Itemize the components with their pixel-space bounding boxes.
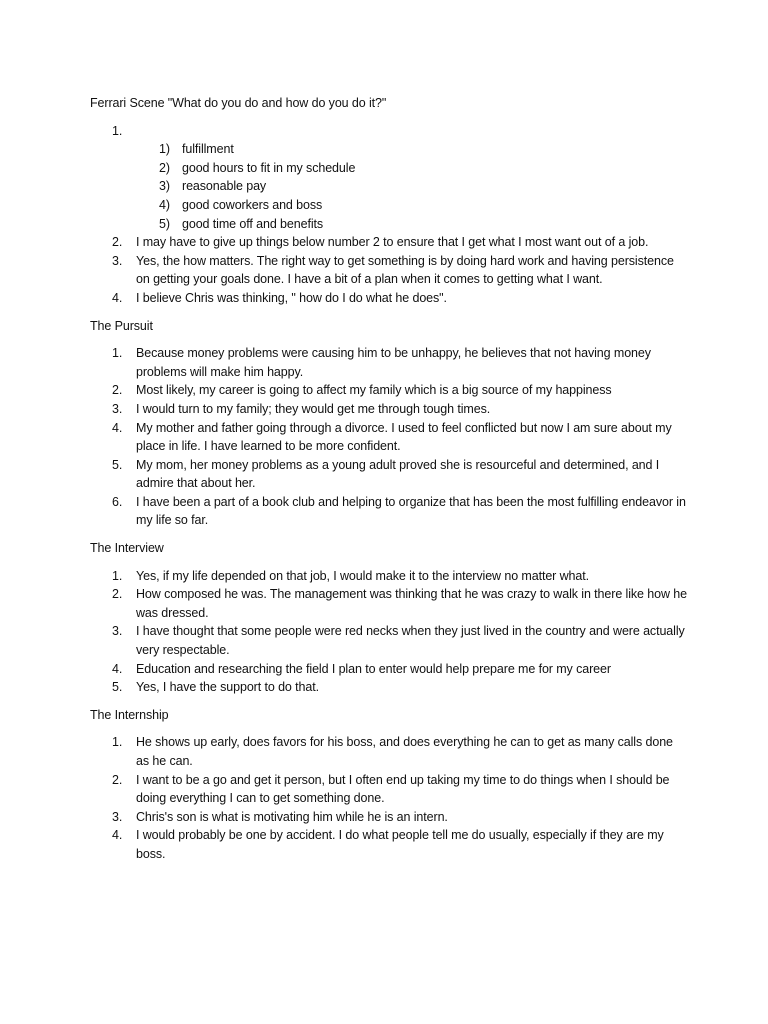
sub-item-text: fulfillment — [182, 142, 234, 157]
item-text: He shows up early, does favors for his boss, and does everything he can to get as many calls done as he can. — [136, 735, 673, 768]
item-number: 4. — [112, 828, 123, 843]
sub-list — [136, 140, 688, 233]
item-number: 2. — [112, 772, 123, 787]
list-item — [90, 233, 688, 252]
list-item — [90, 808, 688, 827]
section-the-internship — [90, 706, 688, 864]
list-item — [90, 678, 688, 697]
list-item — [90, 585, 688, 622]
item-text: Because money problems were causing him to be unhappy, he believes that not having money problems will make him happy. — [136, 346, 651, 379]
section-ferrari-scene — [90, 94, 688, 308]
section-heading: The Pursuit — [90, 318, 153, 333]
numbered-list — [90, 122, 688, 308]
numbered-list — [90, 733, 688, 863]
list-item — [90, 771, 688, 808]
item-number: 1. — [112, 735, 123, 750]
list-item — [90, 122, 688, 234]
sub-item-text: good time off and benefits — [182, 216, 324, 231]
item-text: Yes, I have the support to do that. — [136, 680, 319, 695]
item-text: My mom, her money problems as a young adult proved she is resourceful and determined, and I admire that about her. — [136, 457, 660, 491]
list-item — [90, 381, 688, 400]
sub-item-number: 2) — [159, 160, 170, 175]
list-item — [90, 826, 688, 863]
sub-item-text: reasonable pay — [182, 179, 267, 194]
sub-list-item — [136, 140, 688, 159]
item-number: 3. — [112, 624, 123, 639]
item-number: 3. — [112, 809, 123, 824]
item-text: I want to be a go and get it person, but I often end up taking my time to do things when I should be doing everything I can to get something done. — [136, 772, 670, 806]
sub-list-item — [136, 196, 688, 215]
sub-item-number: 3) — [159, 179, 170, 194]
item-text: Yes, the how matters. The right way to get something is by doing hard work and having persistence on getting your goals done. I have a bit of a plan when it comes to getting what I want. — [136, 253, 674, 287]
item-number: 4. — [112, 290, 123, 305]
item-number: 2. — [112, 587, 123, 602]
item-text: I would turn to my family; they would get me through tough times. — [136, 401, 491, 416]
sub-item-number: 1) — [159, 142, 170, 157]
item-text: Most likely, my career is going to affect my family which is a big source of my happiness — [136, 383, 612, 398]
section-heading: The Interview — [90, 541, 164, 556]
numbered-list — [90, 344, 688, 530]
list-item — [90, 419, 688, 456]
numbered-list — [90, 567, 688, 697]
item-number: 3. — [112, 253, 123, 268]
item-text: I believe Chris was thinking, " how do I do what he does". — [136, 290, 447, 305]
item-number: 6. — [112, 494, 123, 509]
sub-item-text: good hours to fit in my schedule — [182, 160, 356, 175]
list-item — [90, 252, 688, 289]
list-item — [90, 289, 688, 308]
item-text: Yes, if my life depended on that job, I would make it to the interview no matter what. — [136, 568, 589, 583]
item-number: 1. — [112, 123, 123, 138]
sub-list-item — [136, 159, 688, 178]
item-number: 1. — [112, 346, 123, 361]
section-heading: The Internship — [90, 707, 169, 722]
list-item — [90, 660, 688, 679]
item-text: I have thought that some people were red necks when they just lived in the country and were actually very respectable. — [136, 624, 685, 658]
sub-list-item — [136, 215, 688, 234]
sub-list-item — [136, 177, 688, 196]
item-number: 1. — [112, 568, 123, 583]
section-the-interview — [90, 539, 688, 697]
section-heading: Ferrari Scene "What do you do and how do you do it?" — [90, 96, 387, 110]
sub-item-number: 5) — [159, 216, 170, 231]
item-number: 2. — [112, 383, 123, 398]
list-item — [90, 400, 688, 419]
item-text: I have been a part of a book club and helping to organize that has been the most fulfilling endeavor in my life so far. — [136, 494, 686, 528]
item-number: 5. — [112, 680, 123, 695]
item-number: 3. — [112, 401, 123, 416]
list-item — [90, 622, 688, 659]
item-text: I would probably be one by accident. I do what people tell me do usually, especially if they are my boss. — [136, 828, 664, 861]
list-item — [90, 733, 688, 770]
section-the-pursuit — [90, 317, 688, 531]
list-item — [90, 567, 688, 586]
sub-item-number: 4) — [159, 197, 170, 212]
item-number: 4. — [112, 420, 123, 435]
item-text — [136, 122, 688, 141]
list-item — [90, 493, 688, 530]
sub-item-text: good coworkers and boss — [182, 197, 323, 212]
item-number: 5. — [112, 457, 123, 472]
item-number: 2. — [112, 235, 123, 250]
item-text: Chris's son is what is motivating him while he is an intern. — [136, 809, 448, 824]
item-text: Education and researching the field I plan to enter would help prepare me for my career — [136, 661, 611, 676]
list-item — [90, 456, 688, 493]
item-number: 4. — [112, 661, 123, 676]
item-text: I may have to give up things below number 2 to ensure that I get what I most want out of a job. — [136, 235, 649, 250]
item-text: How composed he was. The management was thinking that he was crazy to walk in there like how he was dressed. — [136, 587, 687, 620]
item-text: My mother and father going through a divorce. I used to feel conflicted but now I am sure about my place in life. I have learned to be more confident. — [136, 420, 672, 454]
list-item — [90, 344, 688, 381]
